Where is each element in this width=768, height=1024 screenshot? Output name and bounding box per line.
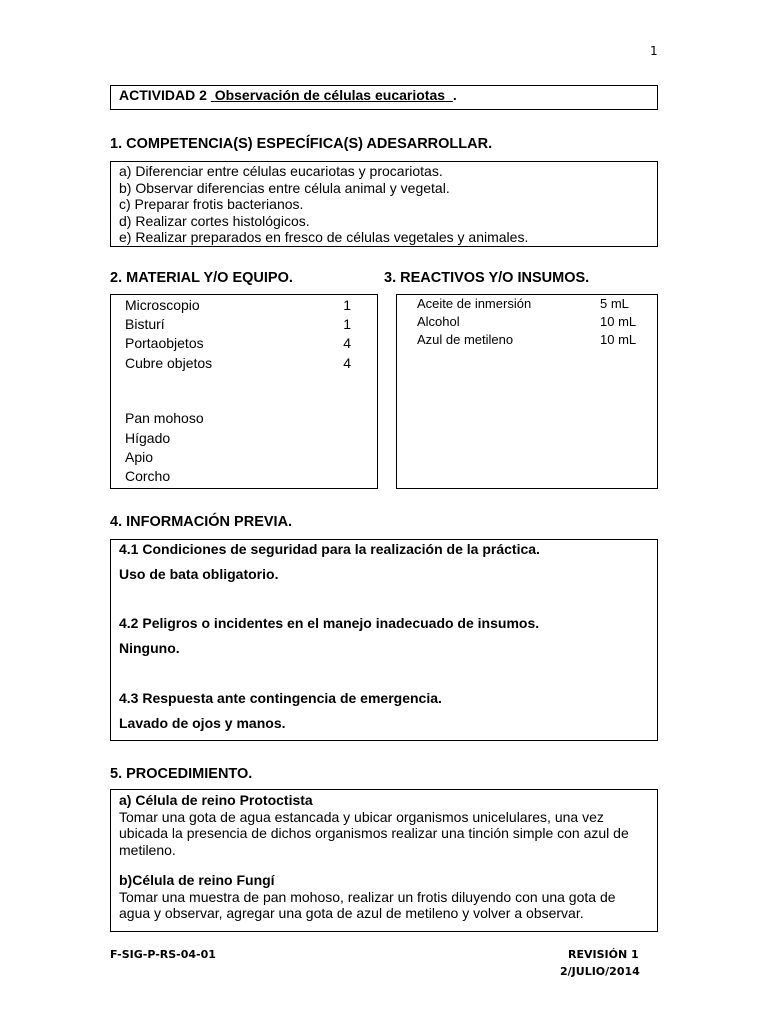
procedure-step-text: Tomar una gota de agua estancada y ubicar organismos unicelulares, una vez ubicada la presencia de dichos organismos realizar una tinción simple con azul de metileno.	[119, 808, 629, 858]
reactivo-qty: 10 mL	[600, 332, 637, 347]
competencia-item: d) Realizar cortes histológicos.	[119, 212, 310, 229]
competencias-heading: 1. COMPETENCIA(S) ESPECÍFICA(S) ADESARROLLAR.	[110, 136, 493, 152]
reactivos-box	[396, 294, 658, 489]
reactivo-row	[417, 296, 637, 311]
reactivo-qty: 10 mL	[600, 314, 637, 329]
reactivo-name: Aceite de inmersión	[417, 296, 532, 311]
info-section-title: 4.2 Peligros o incidentes en el manejo inadecuado de insumos.	[119, 615, 540, 631]
equipment-qty: 4	[343, 355, 351, 371]
activity-suffix: .	[452, 87, 457, 103]
equipment-row	[125, 297, 351, 313]
equipment-name: Cubre objetos	[125, 355, 213, 371]
footer-revision: REVISIÓN 1	[568, 948, 639, 961]
informacion-box	[110, 539, 658, 741]
info-section-text: Uso de bata obligatorio.	[119, 566, 279, 582]
equipment-name: Bisturí	[125, 316, 165, 332]
competencias-box	[110, 161, 658, 247]
procedure-step-title: a) Célula de reino Protoctista	[119, 792, 313, 808]
procedure-step-title: b)Célula de reino Fungí	[119, 872, 275, 888]
activity-label: ACTIVIDAD 2	[119, 87, 207, 103]
info-section-title: 4.1 Condiciones de seguridad para la realización de la práctica.	[119, 541, 540, 557]
equipment-qty: 4	[343, 335, 351, 351]
reactivo-name: Azul de metileno	[417, 332, 514, 347]
sample-item: Apio	[125, 449, 154, 465]
sample-item: Hígado	[125, 430, 171, 446]
reactivo-row	[417, 314, 637, 329]
material-box	[110, 294, 378, 489]
info-section-text: Lavado de ojos y manos.	[119, 715, 286, 731]
equipment-row	[125, 316, 351, 332]
info-section-title: 4.3 Respuesta ante contingencia de emergencia.	[119, 690, 442, 706]
procedimiento-heading: 5. PROCEDIMIENTO.	[110, 766, 253, 782]
reactivo-name: Alcohol	[417, 314, 460, 329]
sample-item: Corcho	[125, 468, 171, 484]
footer-date: 2/JULIO/2014	[560, 965, 640, 978]
equipment-qty: 1	[343, 316, 351, 332]
reactivo-qty: 5 mL	[600, 296, 629, 311]
sample-item: Pan mohoso	[125, 410, 204, 426]
equipment-qty: 1	[343, 297, 351, 313]
equipment-name: Portaobjetos	[125, 335, 204, 351]
competencia-item: c) Preparar frotis bacterianos.	[119, 196, 304, 212]
equipment-row	[125, 355, 351, 371]
material-heading: 2. MATERIAL Y/O EQUIPO.	[110, 270, 293, 286]
reactivo-row	[417, 332, 637, 347]
equipment-row	[125, 335, 351, 351]
activity-title: Observación de células eucariotas	[214, 87, 446, 103]
competencia-item: e) Realizar preparados en fresco de células vegetales y animales.	[119, 229, 529, 245]
activity-title-box	[110, 85, 658, 110]
informacion-heading: 4. INFORMACIÓN PREVIA.	[110, 514, 293, 530]
page-number: 1	[650, 44, 658, 58]
info-section-text: Ninguno.	[119, 640, 180, 656]
competencia-item: a) Diferenciar entre células eucariotas y procariotas.	[119, 163, 443, 179]
reactivos-heading: 3. REACTIVOS Y/O INSUMOS.	[384, 270, 590, 286]
procedimiento-box	[110, 789, 658, 932]
equipment-name: Microscopio	[125, 297, 200, 313]
procedure-step-text: Tomar una muestra de pan mohoso, realizar un frotis diluyendo con una gota de agua y observar, agregar una gota de azul de metileno y volver a observar.	[119, 888, 616, 921]
footer-form-code: F-SIG-P-RS-04-01	[110, 948, 216, 961]
competencia-item: b) Observar diferencias entre célula animal y vegetal.	[119, 179, 450, 196]
